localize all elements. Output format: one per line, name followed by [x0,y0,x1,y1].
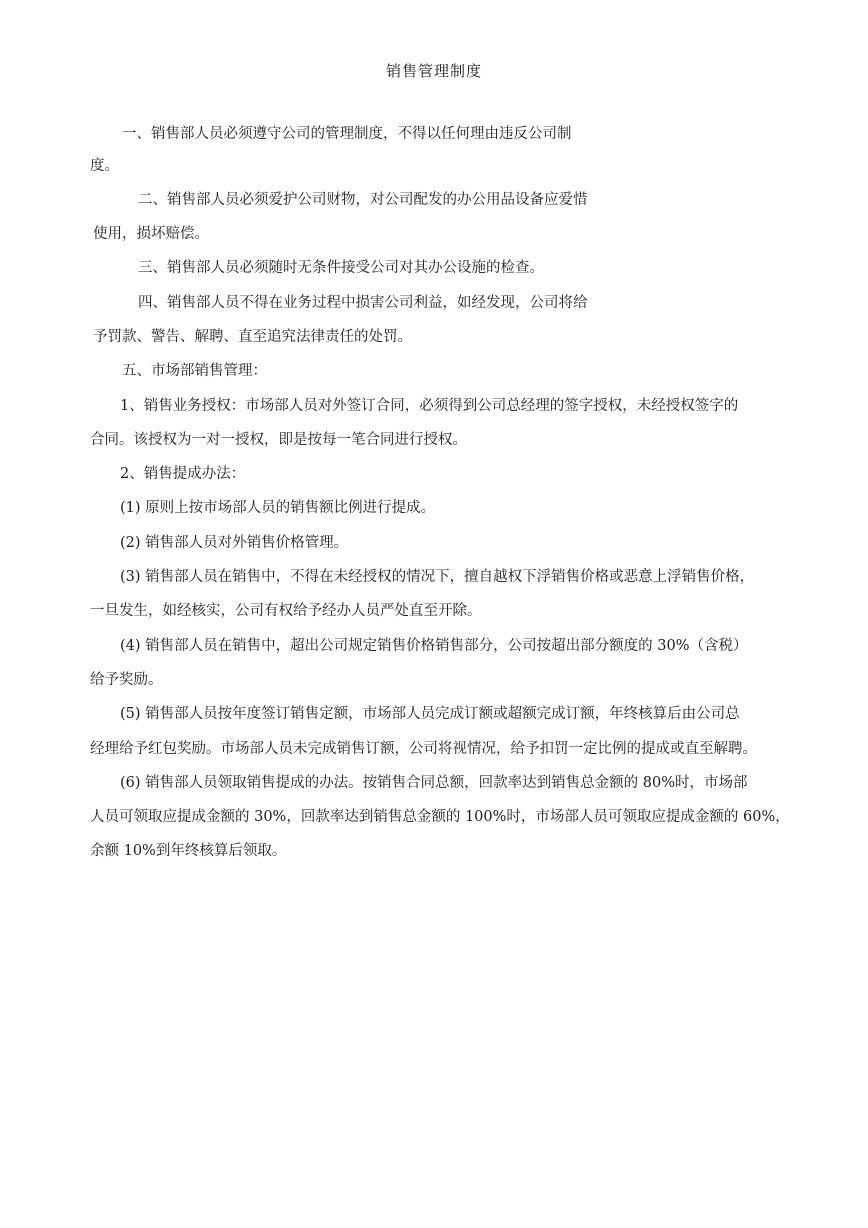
paragraph-line: 度。 [90,158,119,174]
paragraph-line: 一旦发生，如经核实，公司有权给予经办人员严处直至开除。 [90,603,482,619]
paragraph-line: (3) 销售部人员在销售中，不得在未经授权的情况下，擅自越权下浮销售价格或恶意上浮销售价格， [120,569,755,585]
paragraph-line: (1) 原则上按市场部人员的销售额比例进行提成。 [120,500,436,516]
document-title: 销售管理制度 [385,62,482,80]
paragraph-line: (5) 销售部人员按年度签订销售定额，市场部人员完成订额或超额完成订额，年终核算后由公司总 [120,706,740,722]
paragraph-line: (4) 销售部人员在销售中，超出公司规定销售价格销售部分，公司按超出部分额度的 30%（含税） [120,638,748,654]
paragraph-line: 人员可领取应提成金额的 30%，回款率达到销售总金额的 100%时，市场部人员可领取应提成金额的 60%， [90,809,790,825]
paragraph-line: 经理给予红包奖励。市场部人员未完成销售订额，公司将视情况，给予扣罚一定比例的提成或直至解聘。 [90,741,757,757]
paragraph-line: 三、销售部人员必须随时无条件接受公司对其办公设施的检查。 [138,260,544,276]
paragraph-line: 使用，损坏赔偿。 [93,226,209,242]
paragraph-line: 四、销售部人员不得在业务过程中损害公司利益，如经发现，公司将给 [138,295,588,311]
paragraph-line: 一、销售部人员必须遵守公司的管理制度，不得以任何理由违反公司制 [122,126,572,142]
paragraph-line: (2) 销售部人员对外销售价格管理。 [120,535,349,551]
paragraph-line: 2、销售提成办法： [120,466,246,482]
paragraph-line: 二、销售部人员必须爱护公司财物，对公司配发的办公用品设备应爱惜 [138,192,588,208]
paragraph-line: (6) 销售部人员领取销售提成的办法。按销售合同总额，回款率达到销售总金额的 80%时，市场部 [120,775,748,791]
paragraph-line: 合同。该授权为一对一授权，即是按每一笔合同进行授权。 [90,432,467,448]
paragraph-line: 五、市场部销售管理： [122,363,267,379]
paragraph-line: 余额 10%到年终核算后领取。 [90,843,287,859]
paragraph-line: 予罚款、警告、解聘、直至追究法律责任的处罚。 [93,329,412,345]
paragraph-line: 1、销售业务授权：市场部人员对外签订合同，必须得到公司总经理的签字授权，未经授权签字的 [120,398,739,414]
paragraph-line: 给予奖励。 [90,672,163,688]
